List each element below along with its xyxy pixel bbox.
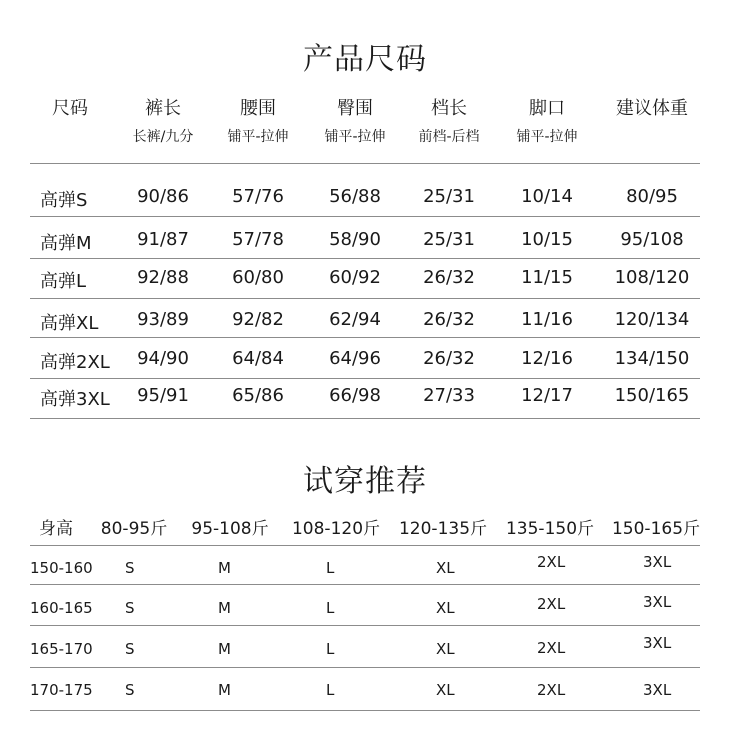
fit-size-cell: L bbox=[326, 599, 335, 617]
size-column-header: 腰围 bbox=[240, 98, 276, 119]
size-value-cell: 64/96 bbox=[329, 348, 381, 369]
size-value-cell: 90/86 bbox=[137, 186, 189, 207]
size-value-cell: 80/95 bbox=[626, 186, 678, 207]
size-value-cell: 57/76 bbox=[232, 186, 284, 207]
fit-column-header: 135-150斤 bbox=[505, 519, 595, 539]
size-value-cell: 57/78 bbox=[232, 229, 284, 250]
size-value-cell: 120/134 bbox=[614, 309, 690, 330]
size-value-cell: 150/165 bbox=[614, 385, 690, 406]
fit-size-cell: L bbox=[326, 681, 335, 699]
size-label-cell: 高弹M bbox=[40, 233, 92, 254]
size-value-cell: 56/88 bbox=[329, 186, 381, 207]
fit-size-cell: 3XL bbox=[643, 593, 672, 611]
fit-row-divider bbox=[30, 625, 700, 626]
size-row-divider bbox=[30, 298, 700, 299]
fit-column-header: 150-165斤 bbox=[611, 519, 701, 539]
fit-column-header: 95-108斤 bbox=[191, 519, 269, 539]
size-value-cell: 11/16 bbox=[521, 309, 573, 330]
size-value-cell: 91/87 bbox=[137, 229, 189, 250]
size-header-divider bbox=[30, 163, 700, 164]
fit-size-cell: S bbox=[125, 640, 135, 658]
size-value-cell: 60/92 bbox=[329, 267, 381, 288]
fit-size-cell: M bbox=[218, 559, 231, 577]
size-value-cell: 26/32 bbox=[423, 267, 475, 288]
size-row-divider bbox=[30, 378, 700, 379]
fit-size-cell: 2XL bbox=[537, 639, 566, 657]
fit-column-header: 身高 bbox=[39, 519, 73, 539]
fit-size-cell: L bbox=[326, 640, 335, 658]
fit-height-cell: 150-160 bbox=[30, 559, 93, 577]
size-row-divider bbox=[30, 337, 700, 338]
fit-size-cell: M bbox=[218, 640, 231, 658]
size-value-cell: 60/80 bbox=[232, 267, 284, 288]
fit-column-header: 108-120斤 bbox=[291, 519, 381, 539]
fit-row-divider bbox=[30, 710, 700, 711]
size-value-cell: 11/15 bbox=[521, 267, 573, 288]
fit-column-header: 120-135斤 bbox=[398, 519, 488, 539]
fit-row-divider bbox=[30, 584, 700, 585]
size-row-divider bbox=[30, 216, 700, 217]
size-column-subheader: 铺平-拉伸 bbox=[227, 129, 289, 145]
fit-size-cell: XL bbox=[436, 681, 455, 699]
fit-size-cell: S bbox=[125, 681, 135, 699]
size-value-cell: 94/90 bbox=[137, 348, 189, 369]
size-label-cell: 高弹XL bbox=[40, 313, 99, 334]
fit-size-cell: 3XL bbox=[643, 634, 672, 652]
fit-size-cell: XL bbox=[436, 599, 455, 617]
fit-height-cell: 170-175 bbox=[30, 681, 93, 699]
fit-size-cell: M bbox=[218, 599, 231, 617]
size-column-subheader: 长裤/九分 bbox=[132, 129, 194, 145]
size-value-cell: 10/15 bbox=[521, 229, 573, 250]
fit-height-cell: 165-170 bbox=[30, 640, 93, 658]
fit-size-cell: 3XL bbox=[643, 681, 672, 699]
fit-row-divider bbox=[30, 667, 700, 668]
size-value-cell: 12/16 bbox=[521, 348, 573, 369]
size-row-divider bbox=[30, 418, 700, 419]
size-value-cell: 95/91 bbox=[137, 385, 189, 406]
size-value-cell: 26/32 bbox=[423, 348, 475, 369]
size-value-cell: 10/14 bbox=[521, 186, 573, 207]
size-column-header: 建议体重 bbox=[616, 98, 688, 119]
size-value-cell: 25/31 bbox=[423, 186, 475, 207]
size-column-header: 臀围 bbox=[337, 98, 373, 119]
size-row-divider bbox=[30, 258, 700, 259]
fit-height-cell: 160-165 bbox=[30, 599, 93, 617]
size-value-cell: 26/32 bbox=[423, 309, 475, 330]
fit-header-divider bbox=[30, 545, 700, 546]
size-label-cell: 高弹3XL bbox=[40, 389, 110, 410]
size-column-subheader: 铺平-拉伸 bbox=[516, 129, 578, 145]
size-value-cell: 25/31 bbox=[423, 229, 475, 250]
size-column-header: 尺码 bbox=[52, 98, 88, 119]
fit-size-cell: 2XL bbox=[537, 595, 566, 613]
size-label-cell: 高弹2XL bbox=[40, 352, 110, 373]
fit-size-cell: 2XL bbox=[537, 681, 566, 699]
size-value-cell: 64/84 bbox=[232, 348, 284, 369]
size-value-cell: 65/86 bbox=[232, 385, 284, 406]
size-value-cell: 27/33 bbox=[423, 385, 475, 406]
fit-size-cell: L bbox=[326, 559, 335, 577]
size-value-cell: 58/90 bbox=[329, 229, 381, 250]
size-label-cell: 高弹S bbox=[40, 190, 88, 211]
size-chart-title: 产品尺码 bbox=[303, 42, 427, 77]
size-value-cell: 92/88 bbox=[137, 267, 189, 288]
size-value-cell: 66/98 bbox=[329, 385, 381, 406]
size-column-header: 裤长 bbox=[145, 98, 181, 119]
fit-size-cell: XL bbox=[436, 559, 455, 577]
size-label-cell: 高弹L bbox=[40, 271, 87, 292]
fit-size-cell: 3XL bbox=[643, 553, 672, 571]
fit-chart-title: 试穿推荐 bbox=[303, 464, 427, 499]
fit-size-cell: XL bbox=[436, 640, 455, 658]
size-value-cell: 95/108 bbox=[620, 229, 684, 250]
size-column-subheader: 铺平-拉伸 bbox=[324, 129, 386, 145]
size-column-header: 脚口 bbox=[529, 98, 565, 119]
size-column-subheader: 前档-后档 bbox=[418, 129, 480, 145]
fit-size-cell: S bbox=[125, 599, 135, 617]
fit-size-cell: 2XL bbox=[537, 553, 566, 571]
size-value-cell: 62/94 bbox=[329, 309, 381, 330]
size-value-cell: 108/120 bbox=[614, 267, 690, 288]
fit-size-cell: S bbox=[125, 559, 135, 577]
size-column-header: 档长 bbox=[431, 98, 467, 119]
size-value-cell: 134/150 bbox=[614, 348, 690, 369]
size-value-cell: 12/17 bbox=[521, 385, 573, 406]
size-value-cell: 93/89 bbox=[137, 309, 189, 330]
fit-size-cell: M bbox=[218, 681, 231, 699]
size-value-cell: 92/82 bbox=[232, 309, 284, 330]
fit-column-header: 80-95斤 bbox=[100, 519, 168, 539]
